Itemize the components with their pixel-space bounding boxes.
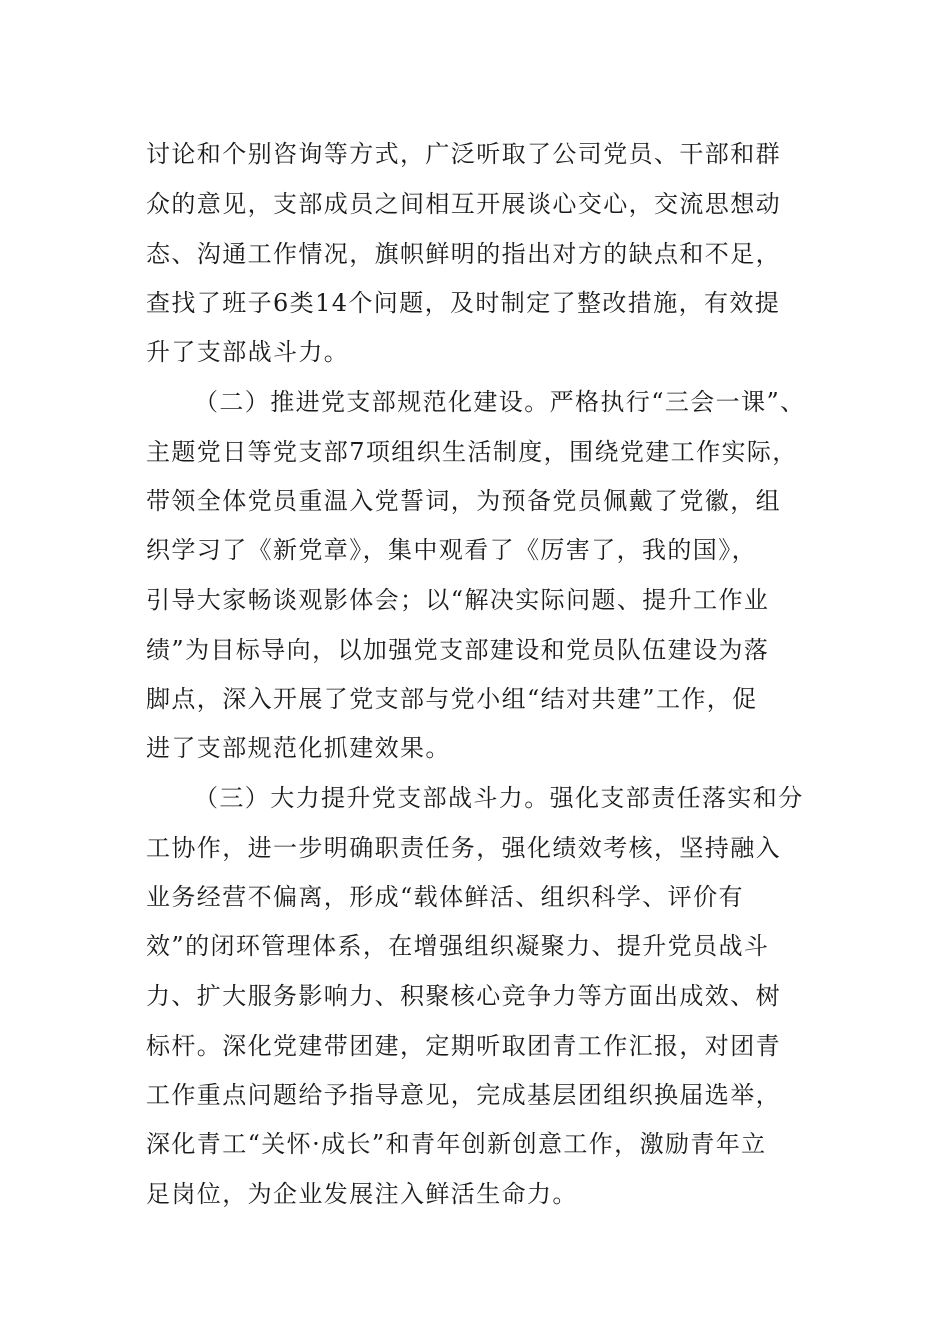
paragraph-2-line-7: 脚点，深入开展了党支部与党小组“结对共建”工作，促 [146,685,758,713]
paragraph-3-line-9: 足岗位，为企业发展注入鲜活生命力。 [146,1180,578,1208]
paragraph-1-line-1: 讨论和个别咨询等方式，广泛听取了公司党员、干部和群 [146,140,781,168]
paragraph-3-line-5: 力、扩大服务影响力、积聚核心竞争力等方面出成效、树 [146,982,781,1010]
paragraph-3-line-2: 工协作，进一步明确职责任务，强化绩效考核，坚持融入 [146,834,781,862]
paragraph-3-line-7: 工作重点问题给予指导意见，完成基层团组织换届选举， [146,1081,781,1109]
paragraph-3-line-8: 深化青工“关怀·成长”和青年创新创意工作，激励青年立 [146,1130,767,1158]
paragraph-2-line-6: 绩”为目标导向，以加强党支部建设和党员队伍建设为落 [146,636,770,664]
paragraph-3-line-1: （三）大力提升党支部战斗力。强化支部责任落实和分 [194,784,804,812]
paragraph-2-line-8: 进了支部规范化抓建效果。 [146,734,451,762]
paragraph-2-line-5: 引导大家畅谈观影体会；以“解决实际问题、提升工作业 [146,586,770,614]
paragraph-3-line-4: 效”的闭环管理体系，在增强组织凝聚力、提升党员战斗 [146,932,770,960]
paragraph-2-line-3: 带领全体党员重温入党誓词，为预备党员佩戴了党徽，组 [146,487,781,515]
paragraph-1-line-3: 态、沟通工作情况，旗帜鲜明的指出对方的缺点和不足， [146,240,781,268]
paragraph-3-line-6: 标杆。深化党建带团建，定期听取团青工作汇报，对团青 [146,1032,781,1060]
paragraph-2-line-4: 织学习了《新党章》，集中观看了《厉害了，我的国》， [146,536,757,564]
paragraph-1-line-5: 升了支部战斗力。 [146,338,350,366]
paragraph-1-line-4: 查找了班子6类14个问题，及时制定了整改措施，有效提 [146,289,781,317]
paragraph-1-line-2: 众的意见，支部成员之间相互开展谈心交心，交流思想动 [146,190,781,218]
paragraph-3-line-3: 业务经营不偏离，形成“载体鲜活、组织科学、评价有 [146,883,744,911]
paragraph-2-line-2: 主题党日等党支部7项组织生活制度，围绕党建工作实际， [146,438,798,466]
paragraph-2-line-1: （二）推进党支部规范化建设。严格执行“三会一课”、 [194,388,806,416]
